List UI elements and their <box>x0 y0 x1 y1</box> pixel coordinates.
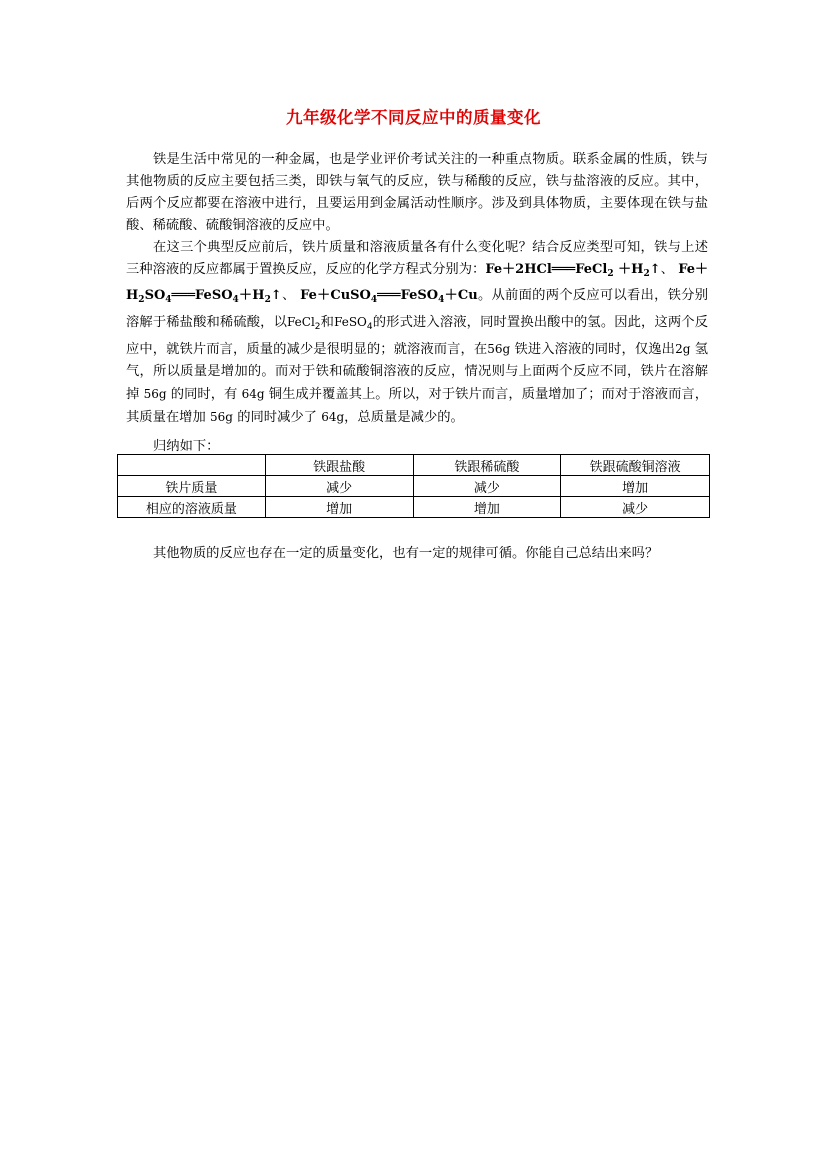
paragraph-reactions-cont4: 的同时，有 <box>170 387 238 402</box>
eq3-product: FeSO <box>400 288 439 303</box>
paragraph-reactions-end: ，总质量是减少的。 <box>344 410 464 425</box>
eq2-equals: ═══ <box>171 288 196 303</box>
document-title: 九年级化学不同反应中的质量变化 <box>286 108 541 127</box>
conjunction-and: 和 <box>320 315 335 330</box>
eq2-product-sub: 4 <box>232 295 239 305</box>
table-row <box>118 476 710 497</box>
summary-table <box>117 454 710 518</box>
eq2-reactant-b: SO <box>144 288 166 303</box>
paragraph-reactions-analysis: 。从前面的两个反应可以看出，铁分别溶解于稀盐酸和稀硫酸，以 <box>126 288 709 330</box>
eq2-hyd-sub: 2 <box>264 295 271 305</box>
formula-fecl2: FeCl <box>286 315 315 329</box>
eq1-hydrogen: ＋H <box>618 262 644 277</box>
mass-56g-c: 56g <box>210 410 233 424</box>
mass-2g: 2g <box>675 342 691 356</box>
table-cell: 减少 <box>413 476 561 497</box>
eq2-hydrogen: ＋H <box>238 288 265 303</box>
table-cell: 减少 <box>265 476 413 497</box>
formula-feso4: FeSO <box>334 315 367 329</box>
eq1-product: FeCl <box>575 262 608 277</box>
eq-separator-2: 、 <box>281 288 296 303</box>
eq2-product: FeSO <box>195 288 233 303</box>
eq2-reactant-a: Fe＋H <box>126 262 709 303</box>
paragraph-closing-question: 其他物质的反应也存在一定的质量变化，也有一定的规律可循。你能自己总结出来吗？ <box>153 546 659 561</box>
formula-fecl2-sub: 2 <box>314 322 321 332</box>
paragraph-intro: 铁是生活中常见的一种金属，也是学业评价考试关注的一种重点物质。联系金属的性质，铁与其他物质的反应主要包括三类，即铁与氧气的反应，铁与稀酸的反应，铁与盐溶液的反应。其中，后两个反应都要在溶液中进行，且要运用到金属活动性顺序。涉及到具体物质，主要体现在铁与盐酸、稀硫酸、硫酸铜溶液的反应中。 <box>126 152 708 233</box>
paragraph-reactions-cont6: 的同时减少了 <box>237 410 317 425</box>
eq1-equals: ═══ <box>551 262 576 277</box>
eq3-product-sub: 4 <box>438 295 445 305</box>
table-cell: 相应的溶液质量 <box>118 497 266 518</box>
paragraph-reactions-cont: 的形式进入溶液，同时置换出酸中的氢。因此，这两个反应中，就铁片而言，质量的减少是很明显的；就溶液而言，在 <box>126 315 709 357</box>
eq1-gas-arrow: ↑ <box>649 262 661 277</box>
mass-56g-b: 56g <box>143 387 167 401</box>
paragraph-reactions-cont5: 铜生成并覆盖其上。所以，对于铁片而言，质量增加了；而对于溶液而言，其质量在增加 <box>126 387 709 425</box>
table-header-cell: 铁跟稀硫酸 <box>413 455 561 476</box>
paragraph-reactions-intro: 在这三个典型反应前后，铁片质量和溶液质量各有什么变化呢？结合反应类型可知，铁与上述三种溶液的反应都属于置换反应，反应的化学方程式分别为： <box>126 240 708 277</box>
table-cell: 增加 <box>413 497 561 518</box>
table-header-cell: 铁跟盐酸 <box>265 455 413 476</box>
eq1-h-sub: 2 <box>643 269 650 279</box>
table-header-row <box>118 455 710 476</box>
eq2-h-sub: 2 <box>138 295 145 305</box>
eq1-sub: 2 <box>607 269 614 279</box>
table-cell: 增加 <box>561 476 710 497</box>
eq3-reactants: Fe＋CuSO <box>300 288 371 303</box>
equation-fe-hcl <box>485 262 660 277</box>
paragraph-reactions-cont2: 铁进入溶液的同时，仅逸出 <box>514 342 676 357</box>
eq2-so-sub: 4 <box>165 295 172 305</box>
eq3-equals: ═══ <box>377 288 401 303</box>
table-row <box>118 497 710 518</box>
table-header-cell <box>118 455 266 476</box>
eq1-reactants: Fe＋2HCl <box>485 262 552 277</box>
formula-feso4-sub: 4 <box>366 322 373 332</box>
table-cell: 铁片质量 <box>118 476 266 497</box>
mass-64g-a: 64g <box>241 387 265 401</box>
table-header-cell: 铁跟硫酸铜溶液 <box>561 455 710 476</box>
eq2-gas-arrow: ↑ <box>270 288 282 303</box>
table-cell: 增加 <box>265 497 413 518</box>
paragraph-summary-label: 归纳如下： <box>153 439 220 454</box>
mass-56g-a: 56g <box>487 342 511 356</box>
table-cell: 减少 <box>561 497 710 518</box>
eq3-copper: ＋Cu <box>444 288 478 303</box>
paragraph-reactions <box>126 237 708 429</box>
paragraph-reactions-cont3: 氢气，所以质量是增加的。而对于铁和硫酸铜溶液的反应，情况则与上面两个反应不同，铁片在溶解掉 <box>126 342 709 402</box>
mass-64g-b: 64g <box>321 410 345 424</box>
eq3-sub: 4 <box>370 295 378 305</box>
eq-separator-1: 、 <box>660 262 674 277</box>
equation-fe-cuso4 <box>300 288 478 303</box>
